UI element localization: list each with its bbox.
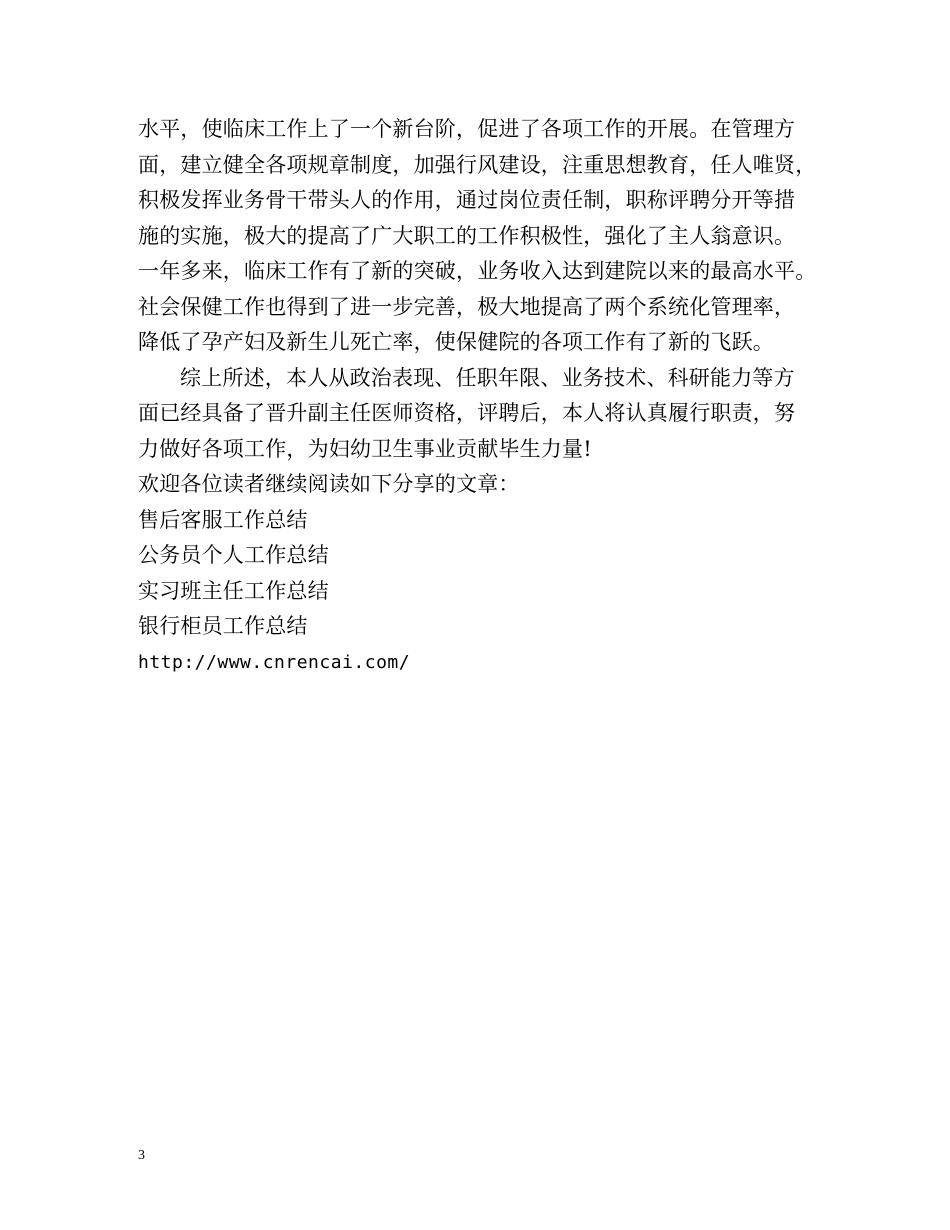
article-link[interactable]: 银行柜员工作总结 <box>138 614 308 638</box>
text-line: 面已经具备了晋升副主任医师资格，评聘后，本人将认真履行职责，努 <box>138 401 796 425</box>
text-line: 一年多来，临床工作有了新的突破，业务收入达到建院以来的最高水平。 <box>138 259 817 283</box>
text-line: 施的实施，极大的提高了广大职工的工作积极性，强化了主人翁意识。 <box>138 223 796 248</box>
text-line: 面，建立健全各项规章制度，加强行风建设，注重思想教育，任人唯贤， <box>138 152 817 177</box>
recommend-intro: 欢迎各位读者继续阅读如下分享的文章： <box>138 472 520 496</box>
page-number: 3 <box>138 1148 145 1163</box>
article-link[interactable]: 实习班主任工作总结 <box>138 578 329 603</box>
text-line: 积极发挥业务骨干带头人的作用，通过岗位责任制，职称评聘分开等措 <box>138 188 796 212</box>
document-body <box>138 112 838 680</box>
article-link[interactable]: 公务员个人工作总结 <box>138 543 329 567</box>
article-link[interactable]: 售后客服工作总结 <box>138 507 308 532</box>
paragraph-achievements <box>138 112 838 361</box>
text-line: 水平，使临床工作上了一个新台阶，促进了各项工作的开展。在管理方 <box>138 117 796 141</box>
text-line: 力做好各项工作，为妇幼卫生事业贡献毕生力量! <box>138 436 592 461</box>
paragraph-conclusion <box>138 361 838 468</box>
recommended-articles <box>138 467 838 680</box>
site-url-link[interactable]: http://www.cnrencai.com/ <box>138 651 411 673</box>
text-line: 降低了孕产妇及新生儿死亡率，使保健院的各项工作有了新的飞跃。 <box>138 330 774 354</box>
text-line: 社会保健工作也得到了进一步完善，极大地提高了两个系统化管理率， <box>138 294 796 319</box>
text-line: 综上所述，本人从政治表现、任职年限、业务技术、科研能力等方 <box>180 365 795 390</box>
